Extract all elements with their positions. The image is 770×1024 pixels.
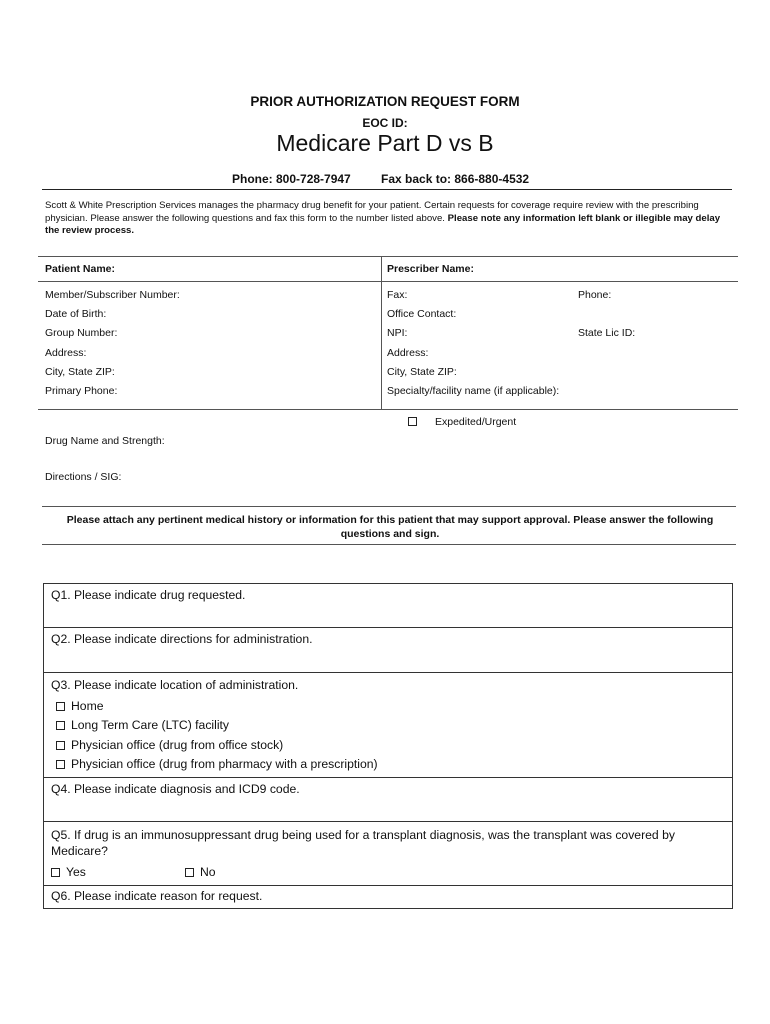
q5-no-option[interactable]: [185, 865, 216, 879]
info-column-divider: [381, 256, 382, 409]
q6-label: Q6. Please indicate reason for request.: [51, 889, 263, 903]
q3-option-office-pharmacy[interactable]: [56, 757, 378, 771]
q2-label: Q2. Please indicate directions for administration.: [51, 632, 313, 646]
prescriber-phone-label: Phone:: [578, 289, 612, 301]
group-number-label: Group Number:: [45, 327, 118, 339]
directions-label: Directions / SIG:: [45, 471, 122, 483]
primary-phone-label: Primary Phone:: [45, 385, 118, 397]
ltc-label: Long Term Care (LTC) facility: [71, 718, 230, 732]
member-number-label: Member/Subscriber Number:: [45, 289, 180, 301]
q1-divider: [44, 627, 732, 628]
office-stock-checkbox[interactable]: [56, 741, 65, 750]
prescriber-address-label: Address:: [387, 347, 429, 359]
attach-top-border: [42, 506, 736, 507]
info-bottom-border: [38, 409, 738, 410]
dob-label: Date of Birth:: [45, 308, 107, 320]
intro-paragraph: [45, 200, 725, 238]
q4-divider: [44, 821, 732, 822]
npi-label: NPI:: [387, 327, 408, 339]
prescriber-fax-label: Fax:: [387, 289, 408, 301]
q5-divider: [44, 885, 732, 886]
home-checkbox[interactable]: [56, 702, 65, 711]
prescriber-name-label: Prescriber Name:: [387, 263, 474, 275]
intro-warning: Please note any information left blank or illegible may delay the review process.: [45, 212, 721, 236]
q5-label: Q5. If drug is an immunosuppressant drug being used for a transplant diagnosis, was the transplant was covered by Medicare?: [51, 828, 675, 858]
office-stock-label: Physician office (drug from office stock): [71, 738, 284, 752]
q3-label: Q3. Please indicate location of administration.: [51, 678, 299, 692]
q3-option-office-stock[interactable]: [56, 738, 283, 752]
intro-text: Scott & White Prescription Services manages the pharmacy drug benefit for your patient. Certain requests for coverage require review with the prescribing physician. Please answer the following questions and fax this form to the number listed above.: [45, 200, 699, 224]
office-pharmacy-label: Physician office (drug from pharmacy with a prescription): [71, 757, 378, 771]
q5-yes-option[interactable]: [51, 865, 86, 879]
info-top-border: [38, 256, 738, 257]
q4-label: Q4. Please indicate diagnosis and ICD9 code.: [51, 782, 300, 796]
form-title: PRIOR AUTHORIZATION REQUEST FORM: [250, 94, 520, 109]
home-label: Home: [71, 699, 104, 713]
expedited-label: Expedited/Urgent: [435, 416, 517, 428]
ltc-checkbox[interactable]: [56, 721, 65, 730]
header-divider: [42, 189, 732, 190]
form-subtitle: Medicare Part D vs B: [276, 130, 494, 156]
patient-name-label: Patient Name:: [45, 263, 116, 275]
attach-bottom-border: [42, 544, 736, 545]
no-label: No: [200, 865, 216, 879]
yes-label: Yes: [66, 865, 86, 879]
q3-option-home[interactable]: [56, 699, 104, 713]
drug-name-label: Drug Name and Strength:: [45, 435, 165, 447]
patient-address-label: Address:: [45, 347, 87, 359]
yes-checkbox[interactable]: [51, 868, 60, 877]
info-heading-border: [38, 281, 738, 282]
prescriber-city-label: City, State ZIP:: [387, 366, 457, 378]
patient-city-label: City, State ZIP:: [45, 366, 115, 378]
q2-divider: [44, 672, 732, 673]
attach-note: Please attach any pertinent medical history or information for this patient that may support approval. Please answer the following questions and sign.: [66, 514, 714, 540]
q3-option-ltc[interactable]: [56, 718, 229, 732]
q3-divider: [44, 777, 732, 778]
specialty-label: Specialty/facility name (if applicable):: [387, 385, 560, 397]
expedited-option[interactable]: [408, 416, 516, 428]
office-pharmacy-checkbox[interactable]: [56, 760, 65, 769]
expedited-checkbox[interactable]: [408, 417, 417, 426]
eoc-id-label: EOC ID:: [362, 116, 408, 130]
phone-number: Phone: 800-728-7947: [232, 172, 351, 186]
no-checkbox[interactable]: [185, 868, 194, 877]
q1-label: Q1. Please indicate drug requested.: [51, 588, 246, 602]
state-lic-label: State Lic ID:: [578, 327, 636, 339]
office-contact-label: Office Contact:: [387, 308, 457, 320]
fax-number: Fax back to: 866-880-4532: [381, 172, 530, 186]
